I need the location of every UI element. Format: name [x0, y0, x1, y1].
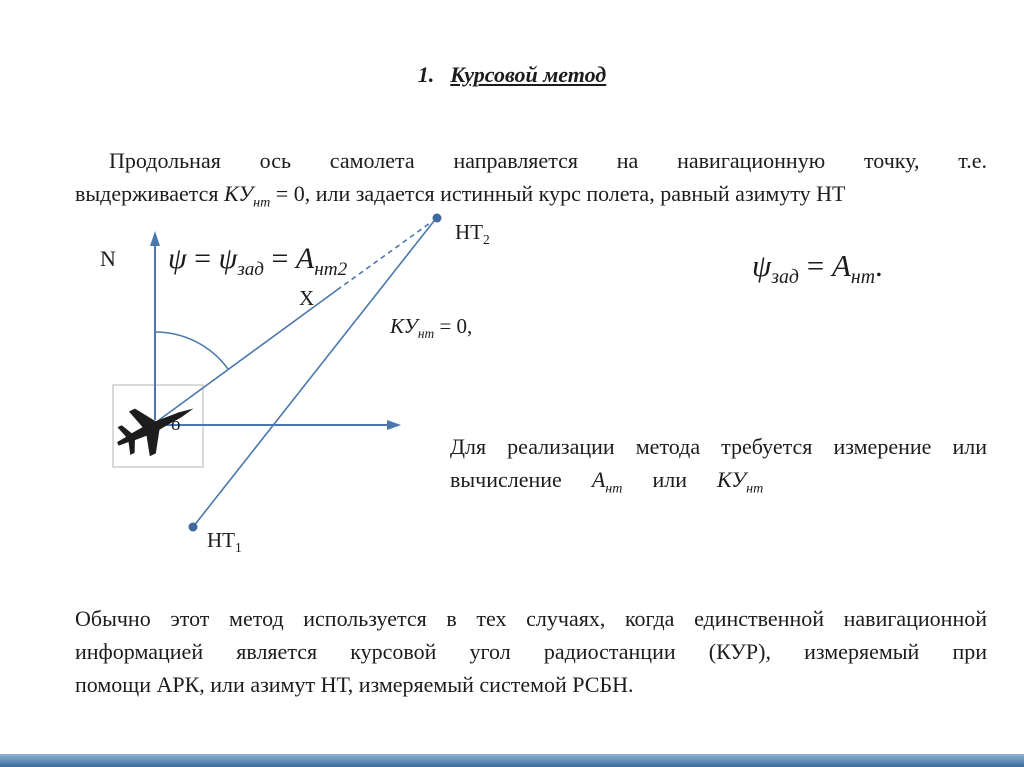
requirement-line-1: Для реализации метода требуется измерение или [450, 434, 987, 459]
psi-zad-variable [218, 242, 264, 280]
footer-line-3: помощи АРК, или азимут НТ, измеряемый системой РСБН. [75, 672, 634, 697]
title-text: Курсовой метод [450, 62, 607, 87]
origin-label: о [171, 414, 181, 435]
a-symbol: A [295, 242, 315, 275]
intro-line-1: Продольная ось самолета направляется на навигационную точку, т.е. [109, 148, 987, 173]
requirement-line-2 [450, 463, 987, 496]
nt2-label [455, 220, 490, 248]
requirement-paragraph [450, 430, 987, 496]
intro-line-2 [75, 177, 987, 210]
ku-subscript: нт [746, 480, 764, 497]
nt2-base: НТ [455, 220, 483, 244]
intro-line2-rest: = 0, или задается истинный курс полета, равный азимуту НТ [270, 181, 846, 206]
nt2-point [433, 214, 442, 223]
a-nt-variable [591, 467, 623, 497]
zad-subscript: зад [771, 266, 799, 289]
target-heading-formula [752, 248, 883, 289]
requirement-lead: вычисление [450, 467, 562, 492]
equals-sign: = [264, 242, 296, 275]
period: . [875, 248, 883, 283]
slide-title [0, 62, 1024, 88]
ku-symbol: КУ [716, 467, 747, 492]
footer-line-2: информацией является курсовой угол радиостанции (КУР), измеряемый при [75, 639, 987, 664]
psi-symbol: ψ [752, 248, 772, 283]
sight-line-dashed [337, 223, 430, 290]
a-nt-variable [831, 248, 876, 289]
psi-symbol: ψ [218, 242, 238, 275]
requirement-or: или [652, 467, 687, 492]
equals-sign: = [186, 242, 219, 275]
nt2-subscript: нт2 [314, 259, 348, 280]
ku-annotation [390, 314, 473, 342]
north-axis-arrowhead [150, 231, 160, 246]
equals-sign: = [798, 248, 832, 283]
x-axis-label: X [299, 286, 315, 310]
ku-annotation-value: = 0, [434, 314, 473, 338]
heading-angle-arc [155, 332, 228, 369]
ku-subscript: нт [417, 326, 435, 342]
ku-nt-variable [224, 181, 271, 211]
heading-formula [168, 242, 348, 280]
nt1-point [189, 523, 198, 532]
footer-line-1: Обычно этот метод используется в тех случаях, когда единственной навигационной [75, 606, 987, 631]
ku-nt-variable [716, 467, 764, 497]
intro-line2-lead: выдерживается [75, 181, 224, 206]
nt1-base: НТ [207, 528, 235, 552]
ku-symbol: КУ [390, 314, 418, 338]
psi-zad-variable [752, 248, 799, 289]
a-nt2-variable [295, 242, 348, 280]
nt1-subscript: 1 [235, 540, 242, 556]
ku-symbol: КУ [224, 181, 254, 206]
a-symbol: A [591, 467, 606, 492]
nt1-label [207, 528, 242, 556]
zad-subscript: зад [237, 259, 264, 280]
title-number: 1. [417, 62, 435, 87]
intro-paragraph [75, 144, 987, 210]
east-axis-arrowhead [387, 420, 401, 430]
footer-paragraph [75, 602, 987, 701]
nt-subscript: нт [850, 266, 876, 289]
nt-subscript: нт [605, 480, 623, 497]
nt2-subscript: 2 [483, 232, 490, 248]
bottom-accent-bar [0, 754, 1024, 767]
psi-symbol: ψ [168, 242, 187, 275]
a-symbol: A [831, 248, 851, 283]
ku-subscript: нт [253, 194, 271, 211]
north-axis-label: N [100, 246, 116, 271]
